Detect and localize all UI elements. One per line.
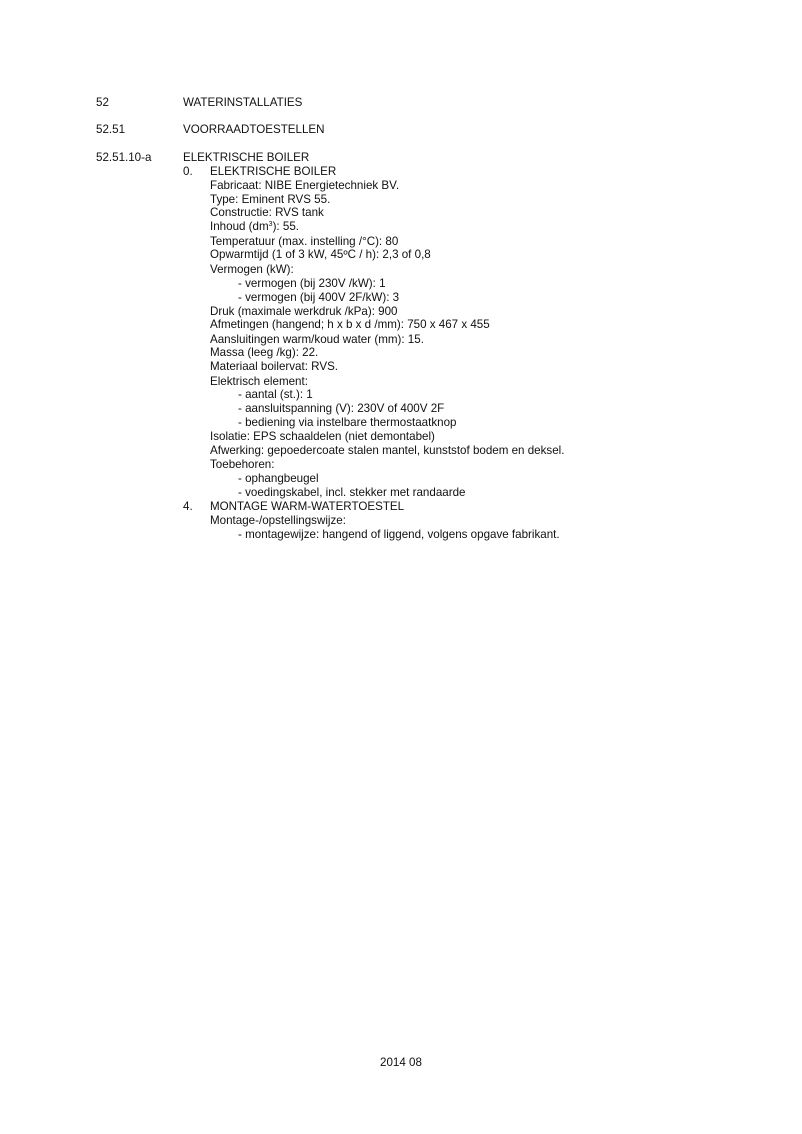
- heading-code: 52: [96, 96, 109, 109]
- document-page: 52 WATERINSTALLATIES 52.51 VOORRAADTOESTELLEN 52.51.10-a ELEKTRISCHE BOILER 0. ELEKTRISCHE BOILER Fabricaat: NIBE Energietechniek BV. Type: Eminent RVS 55. Constructie: RVS tank Inhoud $(dm^3)$: 55. Temperatuur (max. instelling /°C): 80 Opwarmtijd (1 of 3 kW, 45ºC / h): 2,3 of 0,8 Vermogen (kW): - vermogen (bij 230V /kW): 1 - vermogen (bij 400V 2F/kW): 3 Druk (maximale werkdruk /kPa): 900 Afmetingen (hangend; h x b x d /mm): 750 x 467 x 455 Aansluitingen warm/koud water (mm): 15. Massa (leeg /kg): 22. Materiaal boilervat: RVS. Elektrisch element: - aantal (st.): 1 - aansluitspanning (V): 230V of 400V 2F - bediening via instelbare thermostaatknop Isolatie: EPS schaaldelen (niet demontabel) Afwerking: gepoedercoate stalen mantel, kunststof bodem en deksel. Toebehoren: - ophangbeugel - voedingskabel, incl. stekker met randaarde 4. MONTAGE WARM-WATERTOESTEL Montage-/opstellingswijze: - montagewijze: hangend of liggend, volgens opgave fabrikant. 2014 08: [0, 0, 802, 1134]
- section-title: MONTAGE WARM-WATERTOESTEL: [210, 500, 405, 513]
- heading-title: VOORRAADTOESTELLEN: [183, 123, 325, 136]
- footer-date: 2014 08: [380, 1056, 422, 1069]
- section-number: 4.: [183, 500, 193, 513]
- section-number: 0.: [183, 165, 193, 178]
- heading-code: 52.51.10-a: [96, 151, 152, 164]
- heading-title: WATERINSTALLATIES: [183, 96, 303, 109]
- heading-code: 52.51: [96, 123, 126, 136]
- heading-title: ELEKTRISCHE BOILER: [183, 151, 310, 164]
- section-title: ELEKTRISCHE BOILER: [210, 165, 337, 178]
